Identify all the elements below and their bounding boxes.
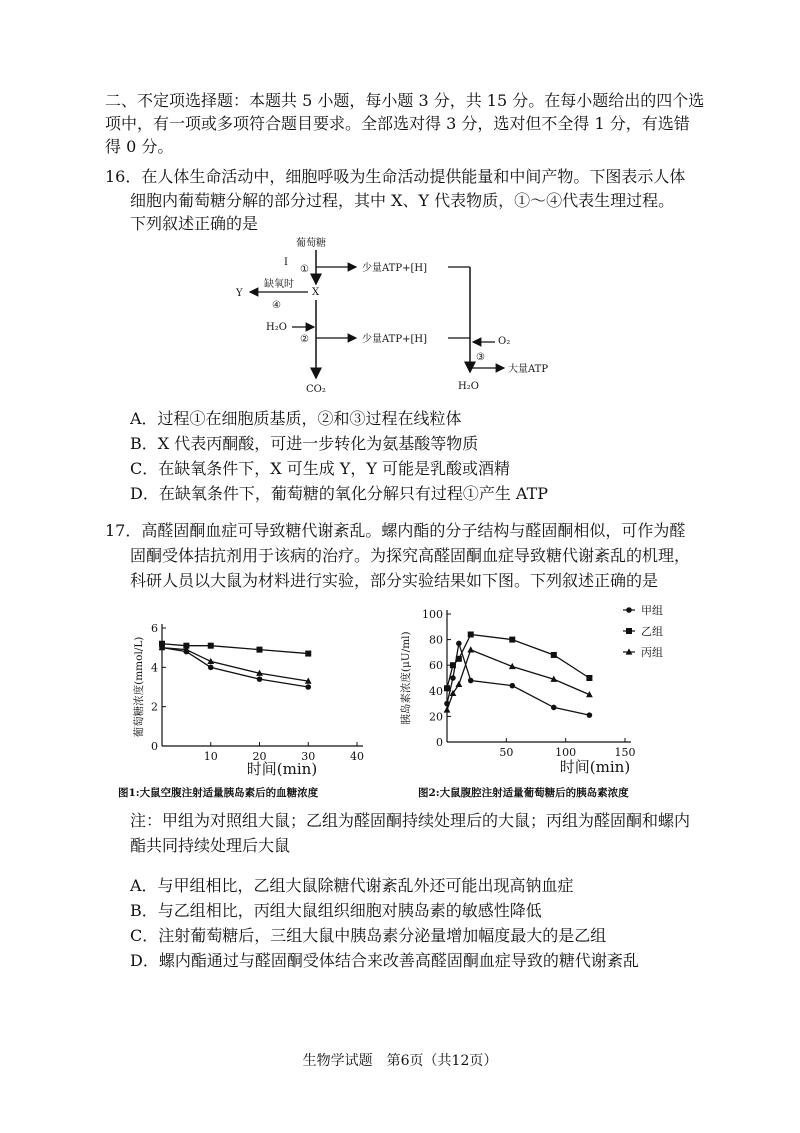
data-point-乙组 (444, 685, 450, 691)
legend-entry: 丙组 (641, 646, 663, 659)
legend-marker (626, 628, 632, 634)
y-tick-label: 60 (429, 659, 443, 673)
atp-small-1: 少量ATP+[H] (362, 263, 427, 274)
q17-option-a: A．与甲组相比，乙组大鼠除糖代谢紊乱外还可能出现高钠血症 (130, 876, 574, 895)
step-2-label: ② (300, 334, 309, 345)
x-tick-label: 10 (203, 750, 218, 763)
insulin-chart (395, 600, 685, 780)
y-axis-label: 葡萄糖浓度(mmol/L) (133, 636, 145, 738)
q17-note-line-2: 酯共同持续处理后大鼠 (130, 836, 291, 855)
data-point-乙组 (208, 643, 214, 649)
q16-option-d: D．在缺氧条件下，葡萄糖的氧化分解只有过程①产生 ATP (130, 484, 549, 503)
q17-option-b: B．与乙组相比，丙组大鼠组织细胞对胰岛素的敏感性降低 (130, 901, 542, 920)
data-point-乙组 (257, 647, 263, 653)
data-point-甲组 (456, 641, 462, 647)
fig2-caption: 图2:大鼠腹腔注射适量葡萄糖后的胰岛素浓度 (418, 787, 629, 799)
data-point-丙组 (455, 681, 462, 687)
glucose-label: 葡萄糖 (296, 238, 326, 249)
x-tick-label: 100 (555, 746, 577, 759)
step-1-label: ① (300, 264, 309, 275)
data-point-乙组 (450, 662, 456, 668)
x-tick-label: 40 (350, 750, 364, 763)
atp-small-2: 少量ATP+[H] (362, 334, 427, 345)
y-tick-label: 4 (151, 661, 158, 675)
q16-stem-line-1: 16．在人体生命活动中，细胞呼吸为生命活动提供能量和中间产物。下图表示人体 (105, 167, 686, 186)
data-point-甲组 (551, 705, 557, 711)
step-3-label: ③ (476, 352, 485, 363)
x-axis-label: 时间(min) (559, 758, 631, 776)
respiration-diagram (230, 232, 570, 397)
x-axis-label: 时间(min) (246, 760, 318, 778)
q16-option-b: B．X 代表丙酮酸，可进一步转化为氨基酸等物质 (130, 434, 479, 453)
q16-stem-line-2: 细胞内葡萄糖分解的部分过程，其中 X、Y 代表物质，①～④代表生理过程。 (130, 191, 675, 210)
y-tick-label: 80 (429, 633, 443, 647)
page-footer: 生物学试题 第6页（共12页） (302, 1053, 498, 1069)
q17-note-line-1: 注：甲组为对照组大鼠；乙组为醛固酮持续处理后的大鼠；丙组为醛固酮和螺内 (130, 811, 691, 830)
data-point-乙组 (551, 652, 557, 658)
blood-glucose-chart (112, 606, 382, 781)
q16-stem-line-3: 下列叙述正确的是 (130, 214, 259, 233)
y-label: Y (236, 288, 243, 299)
y-tick-label: 20 (429, 710, 443, 724)
data-point-乙组 (586, 675, 592, 681)
data-point-甲组 (450, 675, 456, 681)
fig1-caption: 图1:大鼠空腹注射适量胰岛素后的血糖浓度 (118, 787, 319, 799)
y-tick-label: 0 (151, 740, 158, 753)
co2-label: CO₂ (306, 384, 326, 395)
data-point-丙组 (444, 706, 451, 712)
q16-option-c: C．在缺氧条件下，X 可生成 Y，Y 可能是乳酸或酒精 (130, 459, 511, 478)
x-label: X (312, 287, 320, 298)
x-tick-label: 30 (301, 750, 316, 763)
o2-label: O₂ (498, 336, 511, 347)
section-header-line-1: 二、不定项选择题：本题共 5 小题，每小题 3 分，共 15 分。在每小题给出的四个选 (105, 91, 705, 110)
x-tick-label: 50 (499, 746, 514, 759)
y-tick-label: 2 (151, 700, 158, 714)
atp-large-label: 大量ATP (508, 364, 549, 375)
data-point-甲组 (587, 712, 593, 718)
q17-option-d: D．螺内酯通过与醛固酮受体结合来改善高醛固酮血症导致的糖代谢紊乱 (130, 951, 639, 970)
data-point-甲组 (509, 683, 515, 689)
data-point-乙组 (305, 651, 311, 657)
h2o-in-label: H₂O (266, 322, 287, 333)
q17-stem-line-2: 固酮受体拮抗剂用于该病的治疗。为探究高醛固酮血症导致糖代谢紊乱的机理， (130, 546, 691, 565)
data-point-乙组 (509, 637, 515, 643)
legend-entry: 甲组 (641, 604, 663, 617)
y-tick-label: 100 (422, 608, 443, 621)
section-header-line-3: 得 0 分。 (105, 137, 174, 156)
y-tick-label: 0 (436, 736, 443, 749)
data-point-丙组 (467, 646, 474, 652)
legend-marker (626, 607, 632, 613)
data-point-乙组 (456, 656, 462, 662)
data-point-甲组 (208, 665, 214, 671)
data-point-甲组 (257, 676, 263, 682)
q17-option-c: C．注射葡萄糖后，三组大鼠中胰岛素分泌量增加幅度最大的是乙组 (130, 926, 607, 945)
x-tick-label: 20 (252, 750, 267, 763)
y-tick-label: 40 (429, 684, 443, 698)
q16-option-a: A．过程①在细胞质基质，②和③过程在线粒体 (130, 409, 462, 428)
h2o-out-label: H₂O (458, 381, 479, 392)
y-axis-label: 胰岛素浓度(μU/ml) (400, 631, 412, 725)
y-tick-label: 6 (151, 622, 158, 635)
data-point-甲组 (305, 684, 311, 690)
anoxia-label: 缺氧时 (264, 279, 294, 290)
data-point-乙组 (468, 631, 474, 637)
marker-label: I (284, 257, 288, 268)
legend-entry: 乙组 (641, 625, 663, 638)
q17-stem-line-3: 科研人员以大鼠为材料进行实验，部分实验结果如下图。下列叙述正确的是 (130, 571, 659, 590)
section-header-line-2: 项中，有一项或多项符合题目要求。全部选对得 3 分，选对但不全得 1 分，有选错 (105, 114, 690, 133)
data-point-甲组 (468, 678, 474, 684)
x-tick-label: 150 (614, 746, 636, 759)
step-4-label: ④ (272, 300, 281, 311)
q17-stem-line-1: 17．高醛固酮血症可导致糖代谢紊乱。螺内酯的分子结构与醛固酮相似，可作为醛 (105, 521, 686, 540)
